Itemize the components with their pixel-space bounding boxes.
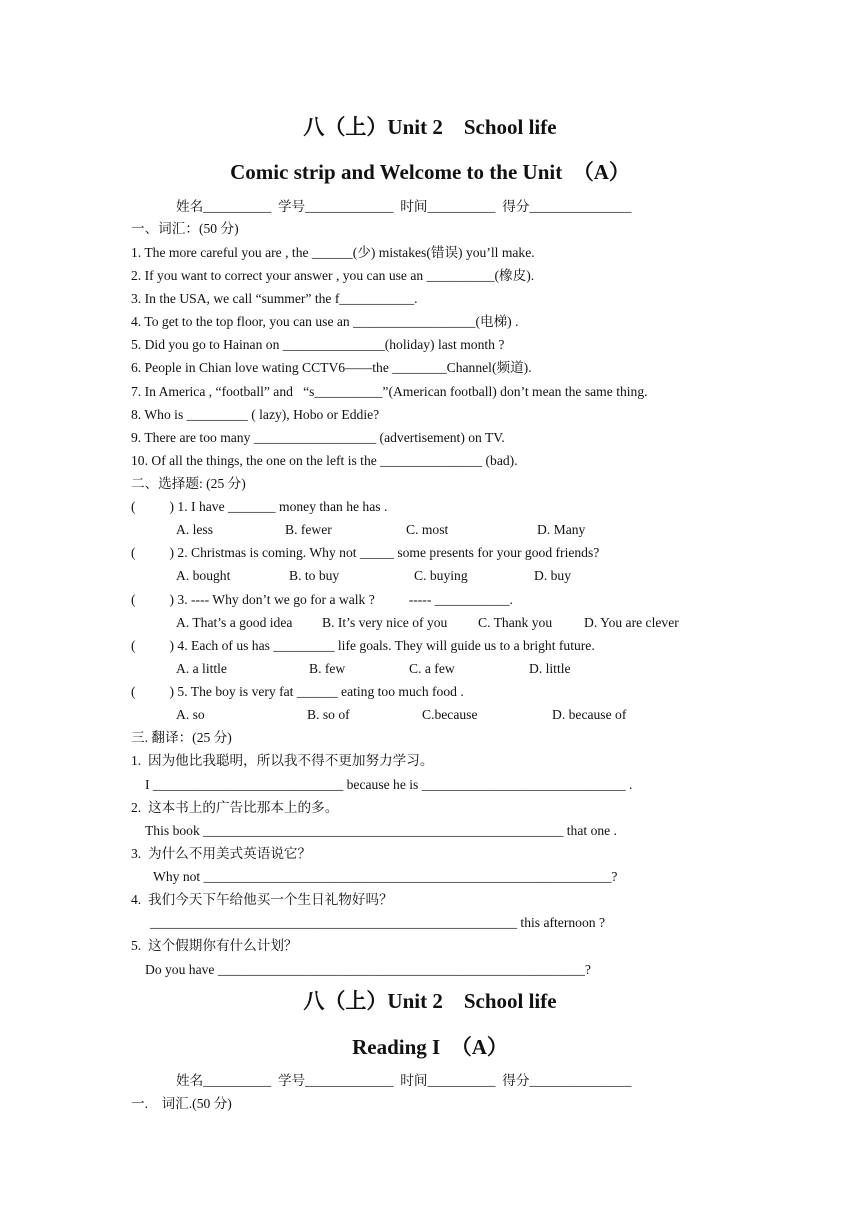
choice-question: ( ) 1. I have _______ money than he has . bbox=[131, 499, 388, 514]
choice-option: A. so bbox=[176, 707, 205, 722]
choice-question: ( ) 5. The boy is very fat ______ eating too much food . bbox=[131, 684, 464, 699]
choice-question: ( ) 3. ---- Why don’t we go for a walk ? ----- ___________. bbox=[131, 592, 513, 607]
choice-option: D. buy bbox=[534, 568, 572, 583]
translation-english: Do you have ______________________________________________________? bbox=[145, 962, 591, 977]
vocab-item: 3. In the USA, we call “summer” the f___________. bbox=[131, 291, 418, 306]
translation-english: I ____________________________ because he is ______________________________ . bbox=[145, 777, 633, 792]
choice-option: C. most bbox=[406, 522, 449, 537]
choice-option: D. Many bbox=[537, 522, 586, 537]
choice-option: B. so of bbox=[307, 707, 350, 722]
choice-option: A. a little bbox=[176, 661, 227, 676]
choice-option: A. That’s a good idea bbox=[176, 615, 293, 630]
vocab-item: 10. Of all the things, the one on the left is the _______________ (bad). bbox=[131, 453, 518, 468]
choice-option: C. a few bbox=[409, 661, 455, 676]
lesson-title: Comic strip and Welcome to the Unit （A） bbox=[230, 160, 630, 184]
unit-title: 八（上）Unit 2 School life bbox=[303, 989, 557, 1013]
choice-option: A. bought bbox=[176, 568, 231, 583]
choice-option: D. You are clever bbox=[584, 615, 679, 630]
choice-option: B. It’s very nice of you bbox=[322, 615, 448, 630]
choice-option: B. few bbox=[309, 661, 346, 676]
section-choice-heading: 二、选择题: (25 分) bbox=[131, 476, 246, 491]
choice-option: C. buying bbox=[414, 568, 468, 583]
choice-option: B. fewer bbox=[285, 522, 332, 537]
choice-option: B. to buy bbox=[289, 568, 340, 583]
section-vocab-heading: 一、词汇：(50 分) bbox=[131, 221, 239, 236]
student-info-line: 姓名__________ 学号_____________ 时间__________ 得分_______________ bbox=[176, 199, 632, 214]
choice-question: ( ) 2. Christmas is coming. Why not _____ some presents for your good friends? bbox=[131, 545, 600, 560]
vocab-item: 8. Who is _________ ( lazy), Hobo or Eddie? bbox=[131, 407, 380, 422]
choice-option: C. Thank you bbox=[478, 615, 553, 630]
translation-chinese: 5. 这个假期你有什么计划？ bbox=[131, 938, 298, 953]
translation-chinese: 1. 因为他比我聪明，所以我不得不更加努力学习。 bbox=[131, 753, 434, 768]
choice-option: C.because bbox=[422, 707, 478, 722]
lesson-title: Reading I （A） bbox=[352, 1035, 508, 1059]
vocab-item: 9. There are too many __________________ (advertisement) on TV. bbox=[131, 430, 505, 445]
translation-english: ______________________________________________________ this afternoon ? bbox=[150, 915, 605, 930]
choice-option: D. little bbox=[529, 661, 571, 676]
student-info-line: 姓名__________ 学号_____________ 时间__________ 得分_______________ bbox=[176, 1073, 632, 1088]
vocab-item: 2. If you want to correct your answer , you can use an __________(橡皮). bbox=[131, 268, 535, 283]
translation-chinese: 2. 这本书上的广告比那本上的多。 bbox=[131, 800, 339, 815]
choice-question: ( ) 4. Each of us has _________ life goals. They will guide us to a bright future. bbox=[131, 638, 595, 653]
choice-option: A. less bbox=[176, 522, 214, 537]
translation-chinese: 4. 我们今天下午给他买一个生日礼物好吗？ bbox=[131, 892, 393, 907]
section-vocab-heading: 一. 词汇.(50 分) bbox=[131, 1096, 232, 1111]
vocab-item: 5. Did you go to Hainan on _______________(holiday) last month ? bbox=[131, 337, 505, 352]
vocab-item: 4. To get to the top floor, you can use an __________________(电梯) . bbox=[131, 314, 519, 329]
unit-title: 八（上）Unit 2 School life bbox=[303, 115, 557, 139]
translation-chinese: 3. 为什么不用美式英语说它？ bbox=[131, 846, 312, 861]
vocab-item: 7. In America , “football” and “s__________”(American football) don’t mean the same thing. bbox=[131, 384, 648, 399]
vocab-item: 1. The more careful you are , the ______(少) mistakes(错误) you’ll make. bbox=[131, 245, 535, 260]
translation-english: This book _____________________________________________________ that one . bbox=[145, 823, 617, 838]
translation-english: Why not ____________________________________________________________? bbox=[153, 869, 618, 884]
vocab-item: 6. People in Chian love wating CCTV6——the ________Channel(频道). bbox=[131, 360, 532, 375]
section-translation-heading: 三. 翻译：(25 分) bbox=[131, 730, 232, 745]
choice-option: D. because of bbox=[552, 707, 627, 722]
